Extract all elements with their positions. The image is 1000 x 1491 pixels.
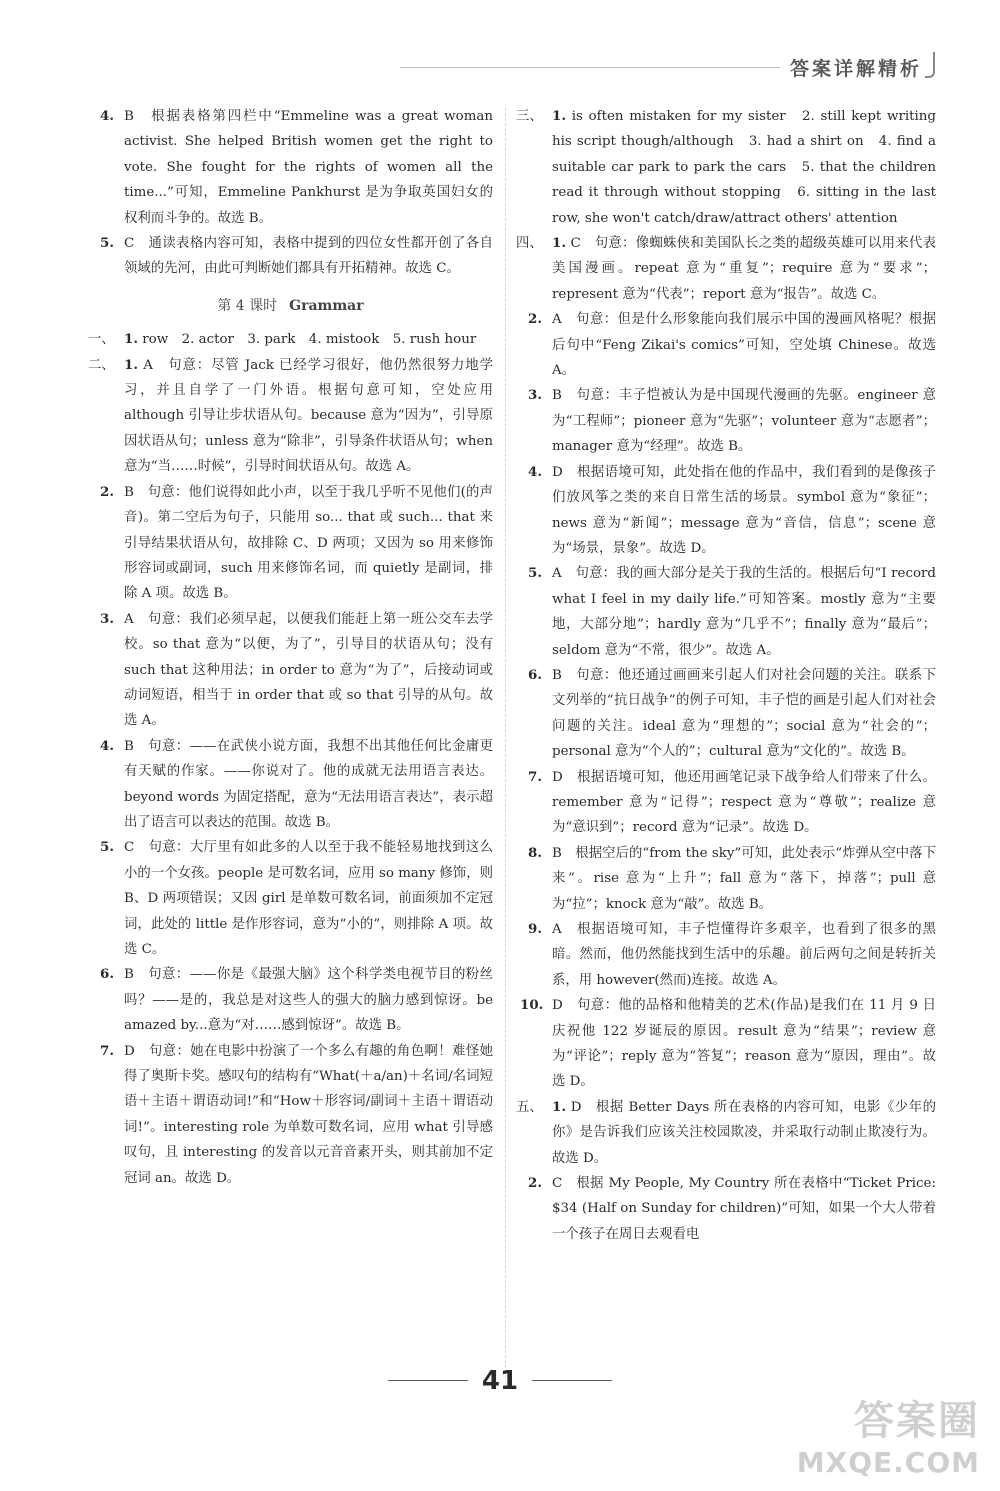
answer-item <box>88 231 493 282</box>
answer-item <box>516 993 936 1095</box>
page-number-rule-left <box>388 1380 468 1381</box>
item-text: B 根据表格第四栏中“Emmeline was a great woman activist. She helped British women get the right to vote. She fought for the rights of women all the time...”可知，Emmeline Pankhurst 是为争取英国妇女的权利而斗争的。故选 B。 <box>124 109 493 226</box>
item-number: 2. <box>528 311 542 328</box>
section-two <box>88 353 493 480</box>
item-number: 6. <box>528 666 542 683</box>
page-header <box>0 0 1000 100</box>
left-column <box>88 104 493 1191</box>
header-title: 答案详解精析 <box>790 58 923 80</box>
section-text: A 句意：尽管 Jack 已经学习很好，他仍然很努力地学习，并且自学了一门外语。根据句意可知，空处应用 although 引导让步状语从句。because 意为“因为”，引导原因状语从句；unless 意为“除非”，引导条件状语从句；when 意为“当……时候”，引导时间状语从句。故选 A。 <box>124 357 493 475</box>
item-number: 3. <box>100 610 114 627</box>
section-mark: 一、 <box>88 332 115 348</box>
item-text: B 句意：他还通过画画来引起人们对社会问题的关注。联系下文列举的“抗日战争”的例子可知，丰子恺的画是引起人们对社会问题的关注。ideal 意为“理想的”；social 意为“社会的”；personal 意为“个人的”；cultural 意为“文化的”。故选 B。 <box>552 667 936 760</box>
section-text: D 根据 Better Days 所在表格的内容可知，电影《少年的你》是告诉我们应该关注校园欺凌，并采取行动制止欺凌行为。故选 D。 <box>552 1099 936 1166</box>
watermark-bottom-text: MXQE.COM <box>796 1446 980 1479</box>
header-bracket-decoration <box>925 52 935 78</box>
watermark-logo <box>797 1389 980 1479</box>
item-number: 4. <box>100 737 114 754</box>
item-number: 1. <box>552 235 566 252</box>
item-number: 7. <box>100 1042 114 1059</box>
lesson-title: Grammar <box>289 297 364 314</box>
item-number: 5. <box>100 839 114 856</box>
item-text: A 句意：但是什么形象能向我们展示中国的漫画风格呢？根据后句中“Feng Zikai's comics”可知，空处填 Chinese。故选 A。 <box>552 312 936 379</box>
lesson-heading <box>88 294 493 319</box>
item-number: 9. <box>528 921 542 937</box>
column-divider <box>505 108 506 1378</box>
item-text: D 句意：他的品格和他精美的艺术(作品)是我们在 11 月 9 日庆祝他 122 岁诞辰的原因。result 意为“结果”；review 意为“评论”；reply 意为“答复”；reason 意为“原因，理由”。故选 D。 <box>552 998 936 1090</box>
answer-item <box>88 607 493 734</box>
watermark-top-text: 答案圈 <box>854 1398 980 1444</box>
answer-item <box>516 1171 936 1247</box>
answer-item <box>88 1039 493 1191</box>
item-text: B 句意：——你是《最强大脑》这个科学类电视节目的粉丝吗？——是的，我总是对这些人的强大的脑力感到惊讶。be amazed by...意为“对……感到惊讶”。故选 B。 <box>124 967 493 1034</box>
item-number: 1. <box>124 356 138 373</box>
item-text: B 句意：他们说得如此小声，以至于我几乎听不见他们(的声音)。第二空后为句子，只能用 so... that 或 such... that 来引导结果状语从句，故排除 C、D 两项；又因为 so 用来修饰形容词或副词，such 用来修饰名词，而 quietly 是副词，排除 A 项。故选 B。 <box>124 484 493 602</box>
item-text: D 根据语境可知，他还用画笔记录下战争给人们带来了什么。remember 意为“记得”；respect 意为“尊敬”；realize 意为“意识到”；record 意为“记录”。故选 D。 <box>552 769 936 836</box>
right-column <box>516 104 936 1247</box>
page-number: 41 <box>481 1366 519 1396</box>
answer-item <box>516 561 936 663</box>
answer-item <box>88 835 493 962</box>
page-number-rule-right <box>532 1380 612 1381</box>
item-text: A 句意：我们必须早起，以便我们能赶上第一班公交车去学校。so that 意为“以便，为了”，引导目的状语从句；没有 such that 这种用法；in order to 意为“为了”，后接动词或动词短语，相当于 in order that 或 so that 引导的从句。故选 A。 <box>124 611 493 729</box>
answer-item <box>88 480 493 607</box>
item-number: 1. <box>552 108 566 124</box>
item-text: D 根据语境可知，此处指在他的作品中，我们看到的是像孩子们放风筝之类的来自日常生活的场景。symbol 意为“象征”；news 意为“新闻”；message 意为“音信，信息”；scene 意为“场景，景象”。故选 D。 <box>552 464 936 556</box>
item-text: B 句意：——在武侠小说方面，我想不出其他任何比金庸更有天赋的作家。——你说对了。他的成就无法用语言表达。beyond words 为固定搭配，意为“无法用语言表达”，表示超出了语言可以表达的范围。故选 B。 <box>124 738 493 830</box>
item-number: 5. <box>100 235 114 252</box>
answer-item <box>88 734 493 836</box>
answer-item <box>88 962 493 1038</box>
item-number: 1. <box>124 331 138 348</box>
section-mark: 三、 <box>516 109 543 124</box>
item-number: 4. <box>100 108 114 124</box>
item-number: 10. <box>520 997 544 1014</box>
header-rule <box>400 67 780 68</box>
answer-item <box>516 917 936 993</box>
answer-item <box>516 307 936 383</box>
answer-item <box>516 765 936 841</box>
item-text: A 根据语境可知，丰子恺懂得许多艰辛，也看到了很多的黑暗。然而，他仍然能找到生活中的乐趣。前后两句之间是转折关系，用 however(然而)连接。故选 A。 <box>552 922 936 988</box>
item-number: 4. <box>528 463 542 480</box>
section-mark: 二、 <box>88 357 115 373</box>
section-mark: 四、 <box>516 236 543 252</box>
answer-item <box>516 841 936 917</box>
section-four <box>516 231 936 307</box>
item-number: 7. <box>528 768 542 785</box>
section-five <box>516 1095 936 1171</box>
item-text: B 句意：丰子恺被认为是中国现代漫画的先驱。engineer 意为“工程师”；pioneer 意为“先驱”；volunteer 意为“志愿者”；manager 意为“经理”。故选 B。 <box>552 388 936 455</box>
item-text: A 句意：我的画大部分是关于我的生活的。根据后句“I record what I feel in my daily life.”可知答案。mostly 意为“主要地，大部分地”；hardly 意为“几乎不”；finally 意为“最后”；seldom 意为“不常，很少”。故选 A。 <box>552 566 936 658</box>
item-text: B 根据空后的“from the sky”可知，此处表示“炸弹从空中落下来”。rise 意为“上升”；fall 意为“落下，掉落”；pull 意为“拉”；knock 意为“敲”。故选 B。 <box>552 845 936 912</box>
item-text: D 句意：她在电影中扮演了一个多么有趣的角色啊！难怪她得了奥斯卡奖。感叹句的结构有“What(＋a/an)＋名词/名词短语＋主语＋谓语动词!”和“How＋形容词/副词＋主语＋谓语动词!”。interesting role 为单数可数名词，应用 what 引导感叹句，且 interesting 的发音以元音音素开头，则其前加不定冠词 an。故选 D。 <box>124 1043 493 1186</box>
section-text: C 句意：像蜘蛛侠和美国队长之类的超级英雄可以用来代表美国漫画。repeat 意为“重复”；require 意为“要求”；represent 意为“代表”；report 意为“报告”。故选 C。 <box>552 236 936 302</box>
answer-item <box>516 460 936 562</box>
lesson-label: 第 4 课时 <box>217 297 278 314</box>
item-text: C 句意：大厅里有如此多的人以至于我不能轻易地找到这么小的一个女孩。people 是可数名词，应用 so many 修饰，则 B、D 两项错误；又因 girl 是单数可数名词，前面须加不定冠词，此处的 little 是作形容词，意为“小的”，则排除 A 项。故选 C。 <box>124 840 493 957</box>
item-number: 6. <box>100 966 114 983</box>
item-number: 3. <box>528 387 542 404</box>
item-text: C 根据 My People, My Country 所在表格中“Ticket Price: $34 (Half on Sunday for children)”可知，如果一个大人带着一个孩子在周日去观看电 <box>552 1176 936 1242</box>
item-text: C 通读表格内容可知，表格中提到的四位女性都开创了各自领域的先河，由此可判断她们都具有开拓精神。故选 C。 <box>124 236 493 277</box>
item-number: 2. <box>528 1175 542 1192</box>
item-number: 1. <box>552 1098 566 1115</box>
item-number: 5. <box>528 565 542 582</box>
item-number: 2. <box>100 483 114 500</box>
answer-item <box>88 104 493 231</box>
section-text: is often mistaken for my sister 2. still kept writing his script though/although 3. had a shirt on 4. find a suitable car park to park the cars 5. that the children read it through without stopping 6. sitting in the last row, she won't catch/draw/attract others' attention <box>552 109 936 226</box>
section-one <box>88 327 493 352</box>
item-number: 8. <box>528 844 542 861</box>
section-three <box>516 104 936 231</box>
answer-item <box>516 663 936 765</box>
section-text: row 2. actor 3. park 4. mistook 5. rush hour <box>142 332 477 348</box>
section-mark: 五、 <box>516 1099 543 1115</box>
answer-item <box>516 383 936 459</box>
